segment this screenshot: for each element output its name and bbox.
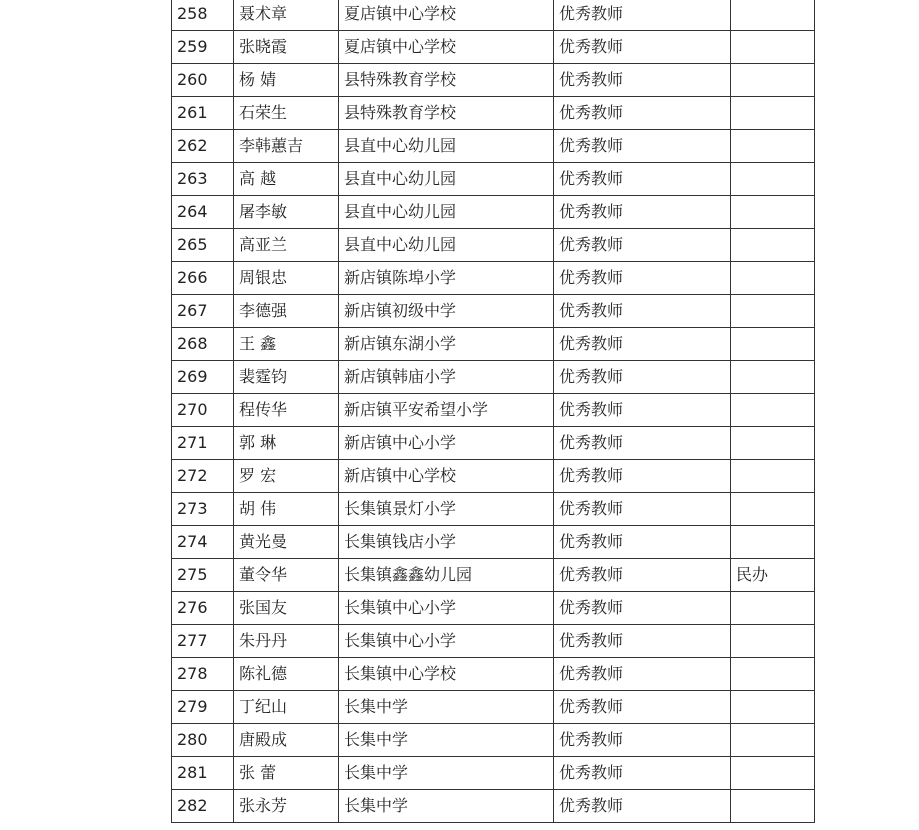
cell-name: 石荣生: [234, 97, 339, 130]
cell-name: 胡 伟: [234, 493, 339, 526]
cell-name: 杨 婧: [234, 64, 339, 97]
cell-note: [731, 493, 815, 526]
cell-number: 280: [172, 724, 234, 757]
cell-name: 高 越: [234, 163, 339, 196]
cell-award: 优秀教师: [554, 493, 731, 526]
cell-name: 裴霆钧: [234, 361, 339, 394]
cell-name: 郭 琳: [234, 427, 339, 460]
cell-note: [731, 130, 815, 163]
cell-note: [731, 31, 815, 64]
cell-note: [731, 460, 815, 493]
cell-name: 高亚兰: [234, 229, 339, 262]
table-row: [172, 625, 815, 658]
cell-school: 县直中心幼儿园: [339, 229, 554, 262]
cell-name: 张永芳: [234, 790, 339, 823]
cell-number: 258: [172, 0, 234, 31]
cell-name: 丁纪山: [234, 691, 339, 724]
cell-number: 269: [172, 361, 234, 394]
cell-award: 优秀教师: [554, 427, 731, 460]
table-row: [172, 526, 815, 559]
cell-name: 黄光曼: [234, 526, 339, 559]
table-row: [172, 295, 815, 328]
cell-note: [731, 196, 815, 229]
cell-award: 优秀教师: [554, 262, 731, 295]
cell-school: 县直中心幼儿园: [339, 130, 554, 163]
cell-number: 268: [172, 328, 234, 361]
cell-name: 张国友: [234, 592, 339, 625]
cell-school: 新店镇东湖小学: [339, 328, 554, 361]
table-row: [172, 691, 815, 724]
table-row: [172, 262, 815, 295]
cell-award: 优秀教师: [554, 691, 731, 724]
cell-note: [731, 163, 815, 196]
cell-award: 优秀教师: [554, 31, 731, 64]
table-row: [172, 559, 815, 592]
cell-school: 长集中学: [339, 757, 554, 790]
cell-note: [731, 625, 815, 658]
cell-note: [731, 361, 815, 394]
table-row: [172, 328, 815, 361]
cell-number: 270: [172, 394, 234, 427]
cell-number: 272: [172, 460, 234, 493]
cell-school: 新店镇初级中学: [339, 295, 554, 328]
cell-award: 优秀教师: [554, 757, 731, 790]
cell-note: [731, 757, 815, 790]
cell-school: 县直中心幼儿园: [339, 163, 554, 196]
table-row: [172, 31, 815, 64]
table-row: [172, 493, 815, 526]
cell-name: 张晓霞: [234, 31, 339, 64]
cell-number: 282: [172, 790, 234, 823]
cell-award: 优秀教师: [554, 64, 731, 97]
cell-school: 县直中心幼儿园: [339, 196, 554, 229]
cell-note: [731, 790, 815, 823]
table-row: [172, 724, 815, 757]
cell-school: 长集中学: [339, 790, 554, 823]
cell-name: 周银忠: [234, 262, 339, 295]
cell-award: 优秀教师: [554, 394, 731, 427]
cell-number: 275: [172, 559, 234, 592]
cell-number: 271: [172, 427, 234, 460]
cell-award: 优秀教师: [554, 0, 731, 31]
cell-award: 优秀教师: [554, 592, 731, 625]
cell-name: 罗 宏: [234, 460, 339, 493]
cell-note: [731, 262, 815, 295]
cell-award: 优秀教师: [554, 328, 731, 361]
cell-number: 274: [172, 526, 234, 559]
cell-number: 273: [172, 493, 234, 526]
cell-note: [731, 592, 815, 625]
cell-school: 县特殊教育学校: [339, 97, 554, 130]
cell-number: 278: [172, 658, 234, 691]
cell-note: [731, 724, 815, 757]
cell-award: 优秀教师: [554, 229, 731, 262]
cell-award: 优秀教师: [554, 196, 731, 229]
cell-note: [731, 0, 815, 31]
cell-name: 朱丹丹: [234, 625, 339, 658]
table-row: [172, 361, 815, 394]
cell-number: 263: [172, 163, 234, 196]
cell-award: 优秀教师: [554, 790, 731, 823]
cell-number: 277: [172, 625, 234, 658]
cell-note: [731, 229, 815, 262]
cell-school: 长集镇中心小学: [339, 625, 554, 658]
cell-school: 长集镇中心学校: [339, 658, 554, 691]
table-row: [172, 427, 815, 460]
cell-number: 276: [172, 592, 234, 625]
cell-number: 262: [172, 130, 234, 163]
table-row: [172, 229, 815, 262]
cell-school: 新店镇中心学校: [339, 460, 554, 493]
cell-number: 261: [172, 97, 234, 130]
cell-award: 优秀教师: [554, 130, 731, 163]
cell-note: [731, 427, 815, 460]
cell-name: 李德强: [234, 295, 339, 328]
cell-name: 陈礼德: [234, 658, 339, 691]
cell-note: [731, 295, 815, 328]
cell-name: 李韩蕙吉: [234, 130, 339, 163]
cell-note: 民办: [731, 559, 815, 592]
cell-school: 长集镇景灯小学: [339, 493, 554, 526]
cell-name: 张 蕾: [234, 757, 339, 790]
cell-school: 县特殊教育学校: [339, 64, 554, 97]
table-row: [172, 130, 815, 163]
honor-roll-table-container: [171, 0, 815, 823]
table-row: [172, 757, 815, 790]
table-row: [172, 790, 815, 823]
cell-school: 长集中学: [339, 691, 554, 724]
cell-name: 程传华: [234, 394, 339, 427]
cell-school: 长集镇中心小学: [339, 592, 554, 625]
cell-school: 新店镇陈埠小学: [339, 262, 554, 295]
table-row: [172, 592, 815, 625]
cell-note: [731, 97, 815, 130]
cell-award: 优秀教师: [554, 724, 731, 757]
cell-number: 260: [172, 64, 234, 97]
cell-name: 王 鑫: [234, 328, 339, 361]
table-body: [172, 0, 815, 823]
cell-number: 259: [172, 31, 234, 64]
cell-name: 屠李敏: [234, 196, 339, 229]
honor-roll-table: [171, 0, 815, 823]
table-row: [172, 0, 815, 31]
cell-award: 优秀教师: [554, 163, 731, 196]
cell-award: 优秀教师: [554, 295, 731, 328]
cell-name: 唐殿成: [234, 724, 339, 757]
table-row: [172, 196, 815, 229]
cell-school: 夏店镇中心学校: [339, 31, 554, 64]
cell-note: [731, 328, 815, 361]
cell-school: 长集镇钱店小学: [339, 526, 554, 559]
cell-school: 新店镇韩庙小学: [339, 361, 554, 394]
cell-school: 长集镇鑫鑫幼儿园: [339, 559, 554, 592]
cell-award: 优秀教师: [554, 658, 731, 691]
cell-award: 优秀教师: [554, 625, 731, 658]
cell-note: [731, 394, 815, 427]
cell-school: 新店镇平安希望小学: [339, 394, 554, 427]
table-row: [172, 394, 815, 427]
table-row: [172, 97, 815, 130]
cell-number: 265: [172, 229, 234, 262]
cell-award: 优秀教师: [554, 97, 731, 130]
cell-name: 董令华: [234, 559, 339, 592]
cell-number: 267: [172, 295, 234, 328]
cell-school: 长集中学: [339, 724, 554, 757]
table-row: [172, 163, 815, 196]
cell-note: [731, 691, 815, 724]
table-row: [172, 460, 815, 493]
cell-award: 优秀教师: [554, 460, 731, 493]
table-row: [172, 658, 815, 691]
cell-school: 新店镇中心小学: [339, 427, 554, 460]
cell-number: 281: [172, 757, 234, 790]
cell-name: 聂术章: [234, 0, 339, 31]
cell-note: [731, 526, 815, 559]
cell-number: 264: [172, 196, 234, 229]
cell-note: [731, 64, 815, 97]
cell-award: 优秀教师: [554, 361, 731, 394]
cell-number: 279: [172, 691, 234, 724]
cell-award: 优秀教师: [554, 526, 731, 559]
cell-award: 优秀教师: [554, 559, 731, 592]
cell-note: [731, 658, 815, 691]
cell-number: 266: [172, 262, 234, 295]
cell-school: 夏店镇中心学校: [339, 0, 554, 31]
table-row: [172, 64, 815, 97]
